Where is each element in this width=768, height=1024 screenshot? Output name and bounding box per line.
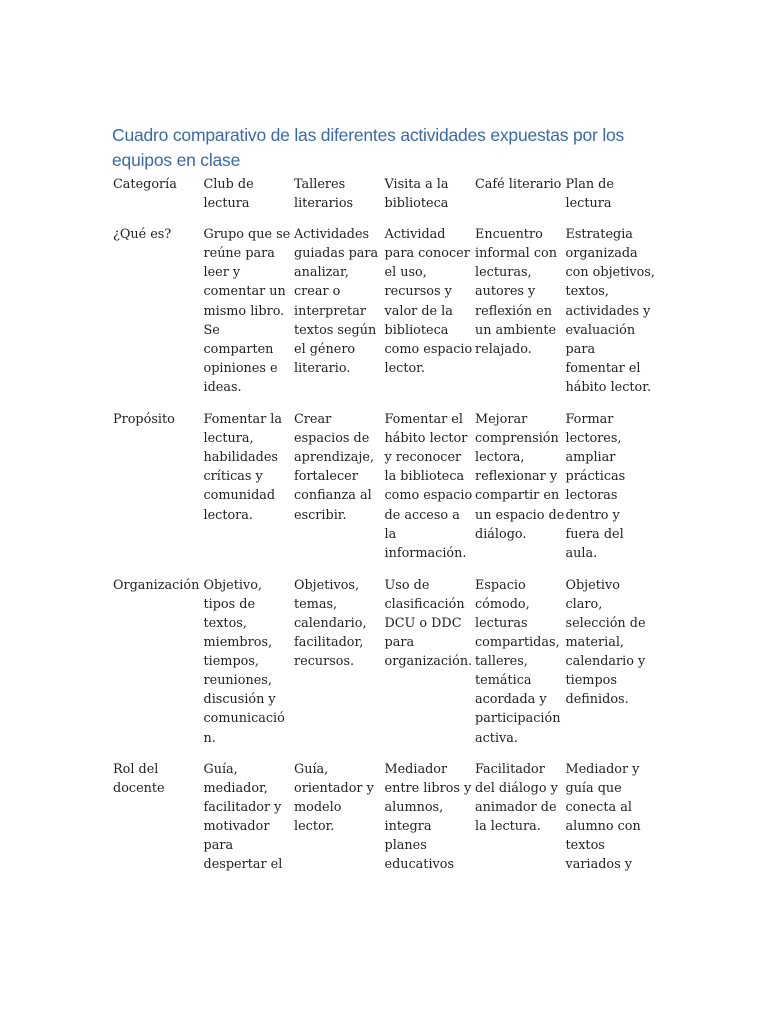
table-cell: Estrategia organizada con objetivos, textos, actividades y evaluación para fomentar el hábito lector. xyxy=(565,227,655,395)
document-title: Cuadro comparativo de las diferentes actividades expuestas por los equipos en clase xyxy=(112,125,625,170)
row-category-cell: Rol del docente xyxy=(113,761,165,796)
table-cell: Encuentro informal con lecturas, autores y reflexión en un ambiente relajado. xyxy=(475,227,557,357)
table-cell: Fomentar el hábito lector y reconocer la biblioteca como espacio de acceso a la información. xyxy=(384,412,473,561)
table-cell: Fomentar la lectura, habilidades críticas y comunidad lectora. xyxy=(203,412,283,523)
row-category-cell: Organización xyxy=(113,577,200,593)
header-cell-cafe-literario: Café literario xyxy=(475,177,562,192)
comparison-table xyxy=(112,175,655,874)
table-cell: Facilitador del diálogo y animador de la lectura. xyxy=(475,761,558,834)
table-cell: Uso de clasificación DCU o DDC para organización. xyxy=(384,577,473,670)
header-cell-plan-de-lectura: Plan de lectura xyxy=(565,177,614,212)
table-cell: Objetivo, tipos de textos, miembros, tiempos, reuniones, discusión y comunicación. xyxy=(203,577,285,746)
header-cell-talleres-literarios: Talleres literarios xyxy=(294,177,354,212)
table-cell: Mediador entre libros y alumnos, integra planes educativos xyxy=(384,761,472,873)
table-cell: Grupo que se reúne para leer y comentar un mismo libro. Se comparten opiniones e ideas. xyxy=(203,227,291,395)
table-cell: Objetivos, temas, calendario, facilitador, recursos. xyxy=(294,577,367,670)
header-cell-club-de-lectura: Club de lectura xyxy=(203,177,254,212)
table-cell: Guía, orientador y modelo lector. xyxy=(294,761,374,834)
table-cell: Mediador y guía que conecta al alumno con textos variados y xyxy=(565,761,641,873)
table-cell: Actividad para conocer el uso, recursos y valor de la biblioteca como espacio lector. xyxy=(384,227,473,376)
table-cell: Objetivo claro, selección de material, calendario y tiempos definidos. xyxy=(565,577,646,708)
table-cell: Mejorar comprensión lectora, reflexionar y compartir en un espacio de diálogo. xyxy=(475,412,565,542)
table-row-organizacion xyxy=(112,576,655,760)
table-cell: Espacio cómodo, lecturas compartidas, talleres, temática acordada y participación activa. xyxy=(475,577,561,746)
table-cell: Formar lectores, ampliar prácticas lectoras dentro y fuera del aula. xyxy=(565,412,626,561)
header-cell-categoria: Categoría xyxy=(113,177,177,192)
table-cell: Actividades guiadas para analizar, crear o interpretar textos según el género literario. xyxy=(294,227,379,376)
table-header-row xyxy=(112,175,655,225)
table-cell: Crear espacios de aprendizaje, fortalecer confianza al escribir. xyxy=(294,412,375,523)
table-row-que-es xyxy=(112,225,655,410)
table-row-proposito xyxy=(112,410,655,576)
header-cell-visita-biblioteca: Visita a la biblioteca xyxy=(384,177,449,212)
table-row-rol-del-docente xyxy=(112,760,655,875)
row-category-cell: Propósito xyxy=(113,412,175,428)
table-cell: Guía, mediador, facilitador y motivador para despertar el xyxy=(203,761,283,873)
row-category-cell: ¿Qué es? xyxy=(113,227,172,243)
